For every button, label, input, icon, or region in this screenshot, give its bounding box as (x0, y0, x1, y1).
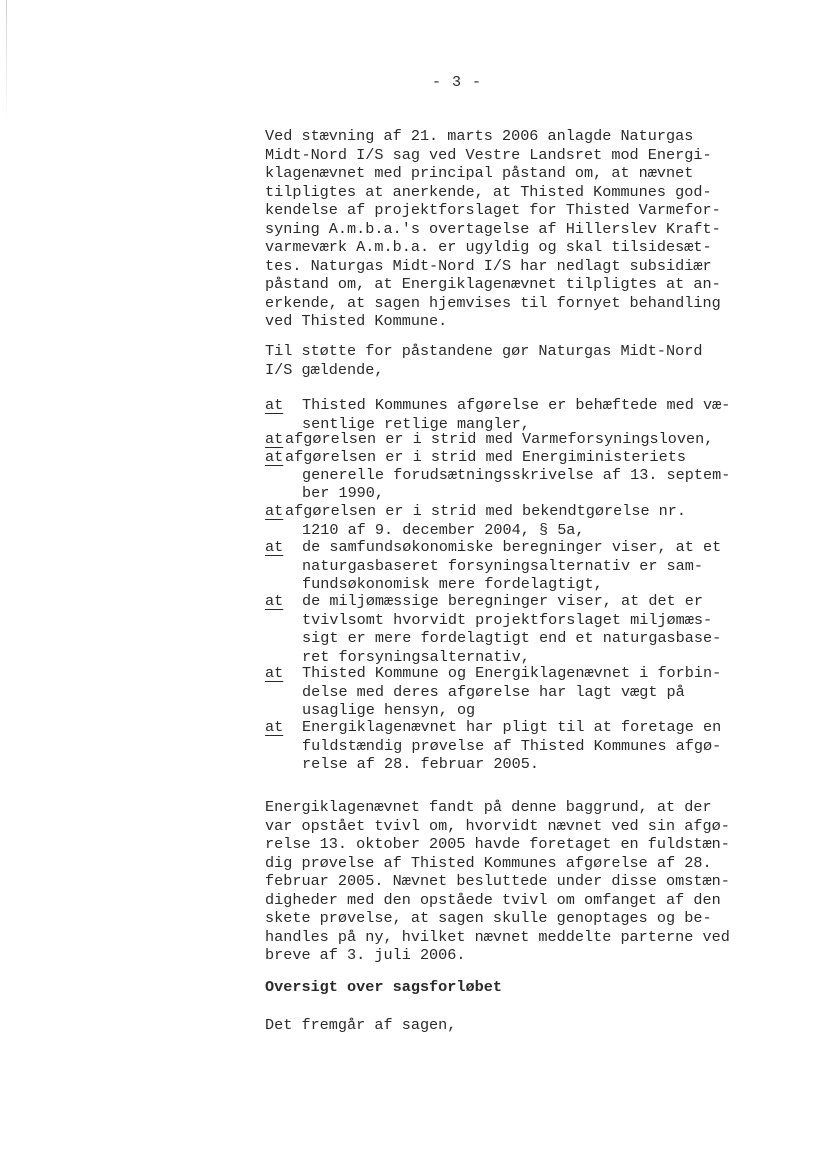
list-marker: at (265, 448, 284, 466)
list-item-line: ber 1990, (302, 484, 385, 502)
list-item-line: fuldstændig prøvelse af Thisted Kommunes afgø- (302, 736, 722, 755)
text-line: erkende, at sagen hjemvises til fornyet behandling (265, 293, 721, 312)
list-marker: at (265, 396, 284, 414)
list-marker: at (265, 718, 284, 736)
list-marker: at (265, 538, 284, 556)
text-line: var opstået tvivl om, hvorvidt nævnet ved sin afgø- (265, 816, 730, 835)
list-item-line: naturgasbaseret forsyningsalternativ er sam- (302, 556, 704, 575)
list-item-line: Thisted Kommune og Energiklagenævnet i forbin- (302, 664, 722, 682)
text-line: februar 2005. Nævnet besluttede under disse omstæn- (265, 872, 730, 890)
text-line: breve af 3. juli 2006. (265, 946, 466, 964)
text-line: relse 13. oktober 2005 havde foretaget en fuldstæn- (265, 835, 730, 853)
text-line: I/S gældende, (265, 360, 384, 379)
text-line: kendelse af projektforslaget for Thisted Varmefor- (265, 201, 721, 219)
text-line: Ved stævning af 21. marts 2006 anlagde Naturgas (265, 127, 694, 145)
list-marker: at (265, 502, 284, 520)
list-item-line: afgørelsen er i strid med Energiministeriets (285, 448, 687, 466)
list-item-line: sigt er mere fordelagtigt end et naturgasbase- (302, 629, 722, 647)
list-marker: at (265, 592, 284, 610)
text-line: Energiklagenævnet fandt på denne baggrund, at der (265, 798, 712, 816)
list-item-line: usaglige hensyn, og (302, 701, 476, 719)
list-item-line: delse med deres afgørelse har lagt vægt på (302, 682, 685, 701)
text-line: ved Thisted Kommune. (265, 312, 448, 330)
text-line: Til støtte for påstandene gør Naturgas Midt-Nord (265, 342, 703, 360)
list-item-line: 1210 af 9. december 2004, § 5a, (302, 520, 585, 539)
text-line: klagenævnet med principal påstand om, at nævnet (265, 164, 694, 182)
list-item-line: afgørelsen er i strid med bekendtgørelse nr. (285, 502, 687, 520)
text-line: Det fremgår af sagen, (265, 1016, 457, 1034)
list-item-line: afgørelsen er i strid med Varmeforsyningsloven, (285, 430, 714, 448)
scan-edge-artifact (6, 0, 7, 120)
text-line: tilpligtes at anerkende, at Thisted Kommunes god- (265, 182, 712, 201)
text-line: syning A.m.b.a.'s overtagelse af Hillerslev Kraft- (265, 219, 721, 238)
text-line: skete prøvelse, at sagen skulle genoptages og be- (265, 909, 712, 927)
list-item-line: Energiklagenævnet har pligt til at foretage en (302, 718, 722, 736)
list-item-line: tvivlsomt hvorvidt projektforslaget miljømæs- (302, 610, 713, 629)
section-heading: Oversigt over sagsforløbet (265, 978, 502, 996)
list-marker: at (265, 430, 284, 448)
text-line: Midt-Nord I/S sag ved Vestre Landsret mod Energi- (265, 145, 712, 164)
list-item-line: de samfundsøkonomiske beregninger viser, at et (302, 538, 722, 556)
list-item-line: sentlige retlige mangler, (302, 414, 530, 433)
text-line: dig prøvelse af Thisted Kommunes afgørelse af 28. (265, 853, 712, 872)
list-item-line: Thisted Kommunes afgørelse er behæftede med væ- (302, 396, 731, 414)
list-item-line: de miljømæssige beregninger viser, at det er (302, 592, 704, 610)
list-item-line: relse af 28. februar 2005. (302, 755, 539, 773)
list-marker: at (265, 664, 284, 682)
text-line: varmeværk A.m.b.a. er ugyldig og skal tilsidesæt- (265, 238, 712, 256)
text-line: tes. Naturgas Midt-Nord I/S har nedlagt subsidiær (265, 256, 712, 275)
list-item-line: ret forsyningsalternativ, (302, 647, 530, 666)
page-number: - 3 - (432, 74, 483, 91)
list-item-line: fundsøkonomisk mere fordelagtigt, (302, 575, 603, 593)
text-line: digheder med den opståede tvivl om omfanget af den (265, 890, 721, 909)
text-line: handles på ny, hvilket nævnet meddelte parterne ved (265, 927, 730, 946)
text-line: påstand om, at Energiklagenævnet tilpligtes at an- (265, 275, 721, 293)
list-item-line: generelle forudsætningsskrivelse af 13. septem- (302, 466, 731, 484)
